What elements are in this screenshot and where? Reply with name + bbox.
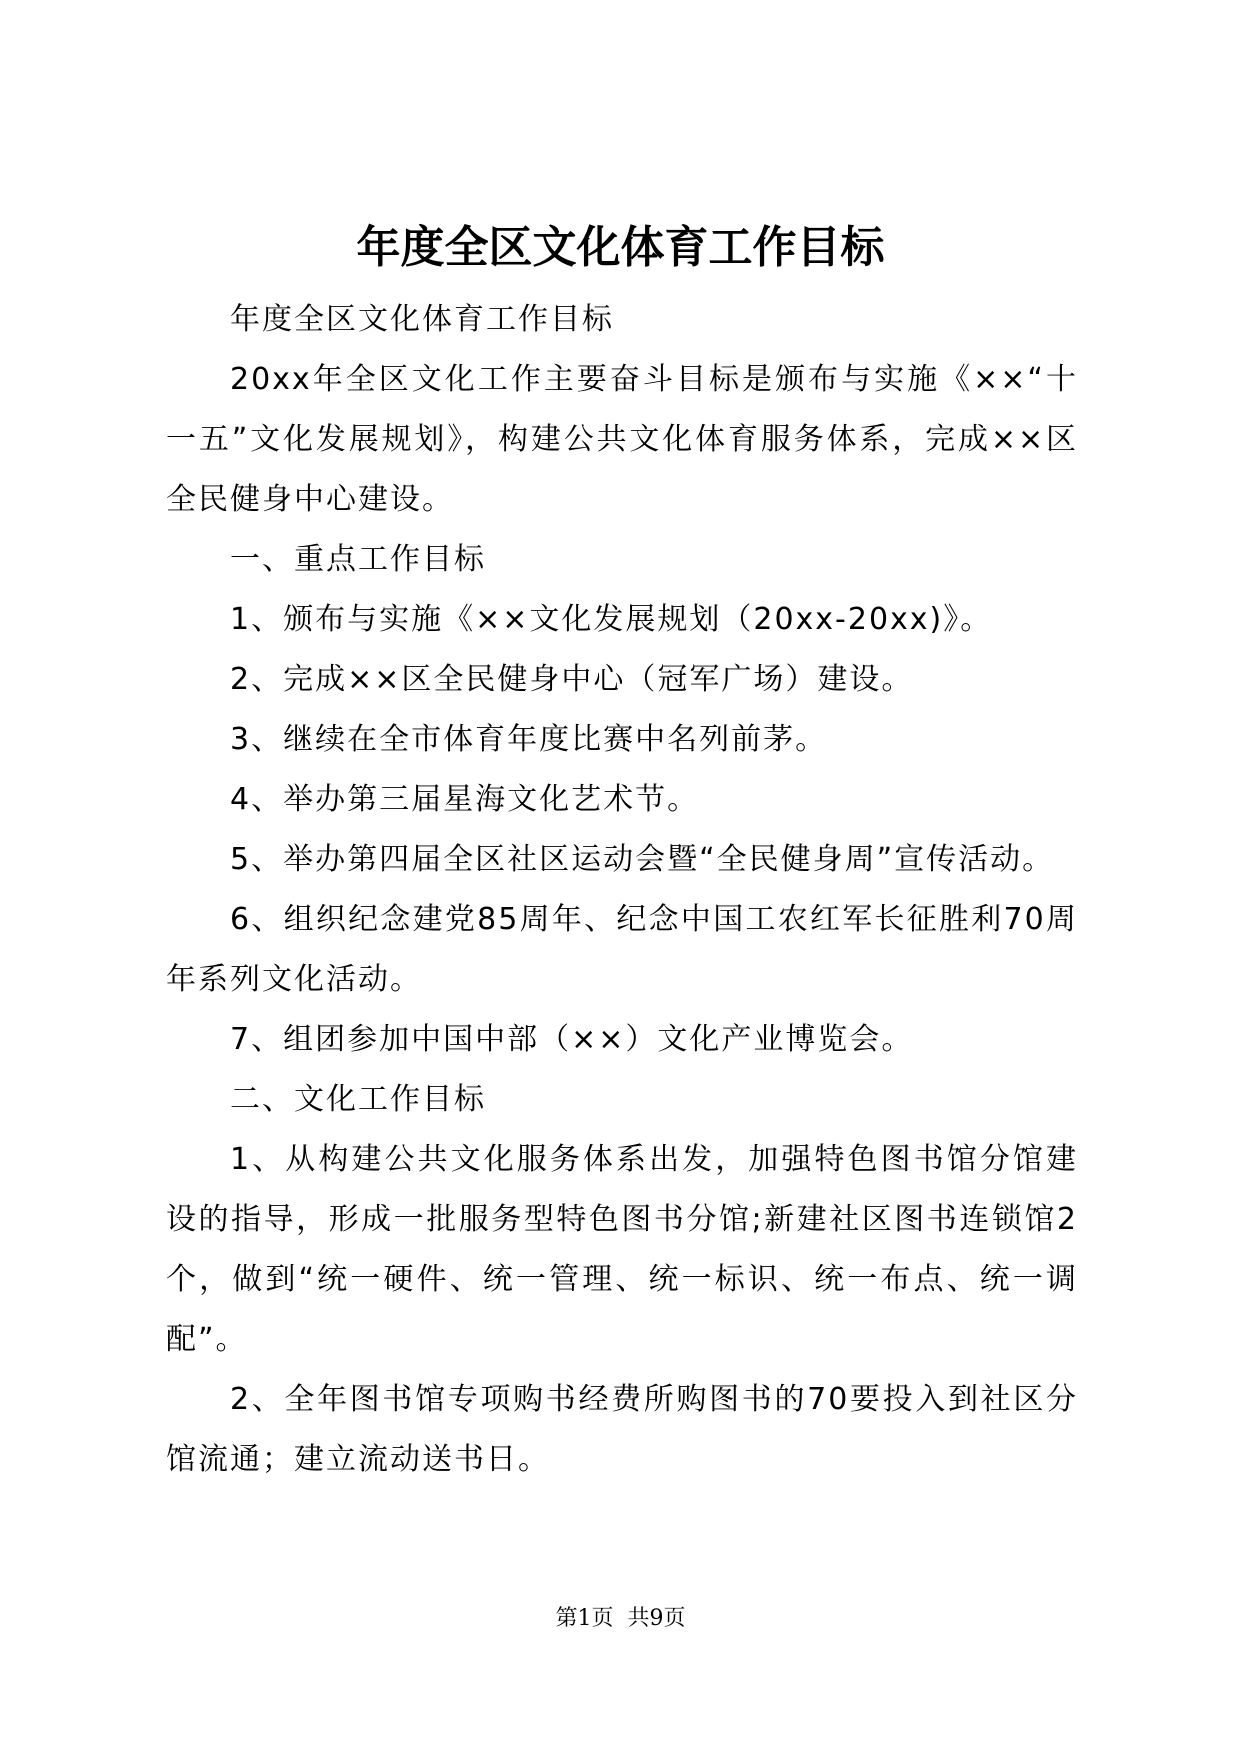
document-body xyxy=(166,290,1078,1490)
page-number: 第1页 xyxy=(555,1606,614,1631)
document-title: 年度全区文化体育工作目标 xyxy=(356,222,885,273)
list-item: 4、举办第三届星海文化艺术节。 xyxy=(230,782,700,817)
paragraph-subtitle: 年度全区文化体育工作目标 xyxy=(230,302,614,337)
paragraph-intro: 20xx年全区文化工作主要奋斗目标是颁布与实施《××“十一五”文化发展规划》，构建公共文化体育服务体系，完成××区全民健身中心建设。 xyxy=(166,362,1078,517)
section-heading-culture-goals: 二、文化工作目标 xyxy=(230,1082,486,1117)
list-item: 2、完成××区全民健身中心（冠军广场）建设。 xyxy=(230,662,914,697)
list-item: 3、继续在全市体育年度比赛中名列前茅。 xyxy=(230,722,828,757)
page-total: 共9页 xyxy=(627,1606,686,1631)
list-item: 1、颁布与实施《××文化发展规划（20xx-20xx)》。 xyxy=(230,602,993,637)
list-item: 6、组织纪念建党85周年、纪念中国工农红军长征胜利70周年系列文化活动。 xyxy=(166,902,1078,997)
page-footer xyxy=(0,1604,1241,1634)
list-item: 1、从构建公共文化服务体系出发，加强特色图书馆分馆建设的指导，形成一批服务型特色图书分馆;新建社区图书连锁馆2个，做到“统一硬件、统一管理、统一标识、统一布点、统一调配”。 xyxy=(166,1142,1078,1357)
list-item: 2、全年图书馆专项购书经费所购图书的70要投入到社区分馆流通；建立流动送书日。 xyxy=(166,1382,1078,1477)
section-heading-key-goals: 一、重点工作目标 xyxy=(230,542,486,577)
list-item: 7、组团参加中国中部（××）文化产业博览会。 xyxy=(230,1022,914,1057)
list-item: 5、举办第四届全区社区运动会暨“全民健身周”宣传活动。 xyxy=(230,842,1055,877)
